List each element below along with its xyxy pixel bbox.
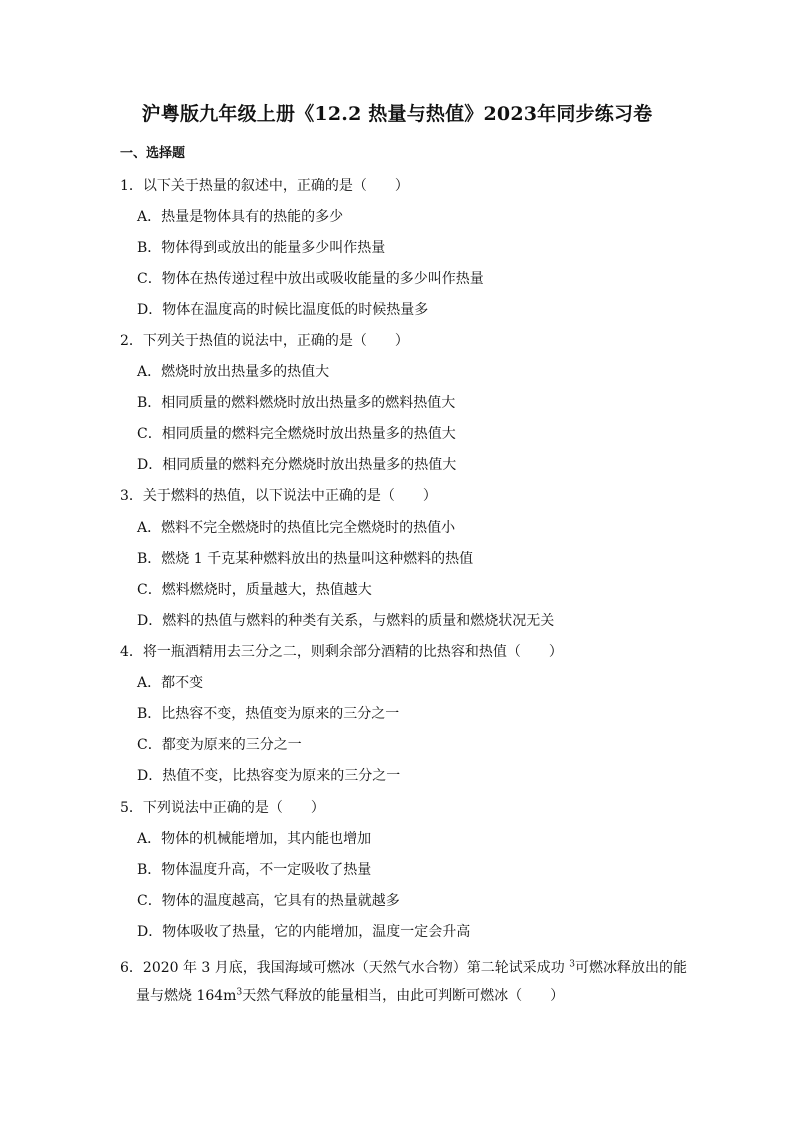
question-option: B．相同质量的燃料燃烧时放出热量多的燃料热值大 bbox=[137, 395, 456, 411]
question-option: B．比热容不变，热值变为原来的三分之一 bbox=[137, 706, 400, 722]
question-stem bbox=[120, 958, 687, 978]
question-option: C．都变为原来的三分之一 bbox=[137, 737, 302, 753]
question-stem: 5．下列说法中正确的是（ ） bbox=[120, 800, 325, 816]
question-option: C．物体的温度越高，它具有的热量就越多 bbox=[137, 893, 400, 909]
question-option: C．相同质量的燃料完全燃烧时放出热量多的热值大 bbox=[137, 426, 456, 442]
question-option: D．热值不变，比热容变为原来的三分之一 bbox=[137, 768, 401, 784]
question-option: B．物体温度升高，不一定吸收了热量 bbox=[137, 862, 372, 878]
question-option: B．物体得到或放出的能量多少叫作热量 bbox=[137, 240, 386, 256]
section-heading: 一、选择题 bbox=[120, 146, 186, 161]
question-stem-part: 6．2020 年 3 月底，我国海域可燃冰（天然气水合物）第二轮试采成功 bbox=[120, 960, 570, 976]
question-option: A．都不变 bbox=[137, 675, 204, 691]
question-option: D．物体吸收了热量，它的内能增加，温度一定会升高 bbox=[137, 924, 471, 940]
question-stem-part: 天然气释放的能量相当，由此可判断可燃冰（ ） bbox=[242, 988, 565, 1004]
question-stem: 2．下列关于热值的说法中，正确的是（ ） bbox=[120, 333, 409, 349]
superscript: 3 bbox=[569, 959, 575, 970]
question-option: D．燃料的热值与燃料的种类有关系，与燃料的质量和燃烧状况无关 bbox=[137, 613, 555, 629]
superscript: 3 bbox=[236, 987, 243, 998]
question-option: A．燃烧时放出热量多的热值大 bbox=[137, 364, 330, 380]
question-option: A．热量是物体具有的热能的多少 bbox=[137, 209, 344, 225]
question-option: C．物体在热传递过程中放出或吸收能量的多少叫作热量 bbox=[137, 271, 484, 287]
question-option: D．物体在温度高的时候比温度低的时候热量多 bbox=[137, 302, 429, 318]
question-stem: 1．以下关于热量的叙述中，正确的是（ ） bbox=[120, 178, 409, 194]
question-option: C．燃料燃烧时，质量越大，热值越大 bbox=[137, 582, 372, 598]
question-stem-continuation bbox=[136, 986, 564, 1006]
question-option: D．相同质量的燃料充分燃烧时放出热量多的热值大 bbox=[137, 457, 457, 473]
question-stem: 3．关于燃料的热值，以下说法中正确的是（ ） bbox=[120, 488, 437, 504]
question-option: A．物体的机械能增加，其内能也增加 bbox=[137, 831, 372, 847]
question-option: A．燃料不完全燃烧时的热值比完全燃烧时的热值小 bbox=[137, 520, 456, 536]
question-stem-part: 可燃冰释放出的能 bbox=[574, 960, 687, 976]
page-title: 沪粤版九年级上册《12.2 热量与热值》2023年同步练习卷 bbox=[141, 103, 653, 125]
question-option: B．燃烧 1 千克某种燃料放出的热量叫这种燃料的热值 bbox=[137, 551, 474, 567]
question-stem-part: 量与燃烧 164m bbox=[136, 988, 237, 1004]
question-stem: 4．将一瓶酒精用去三分之二，则剩余部分酒精的比热容和热值（ ） bbox=[120, 644, 563, 660]
